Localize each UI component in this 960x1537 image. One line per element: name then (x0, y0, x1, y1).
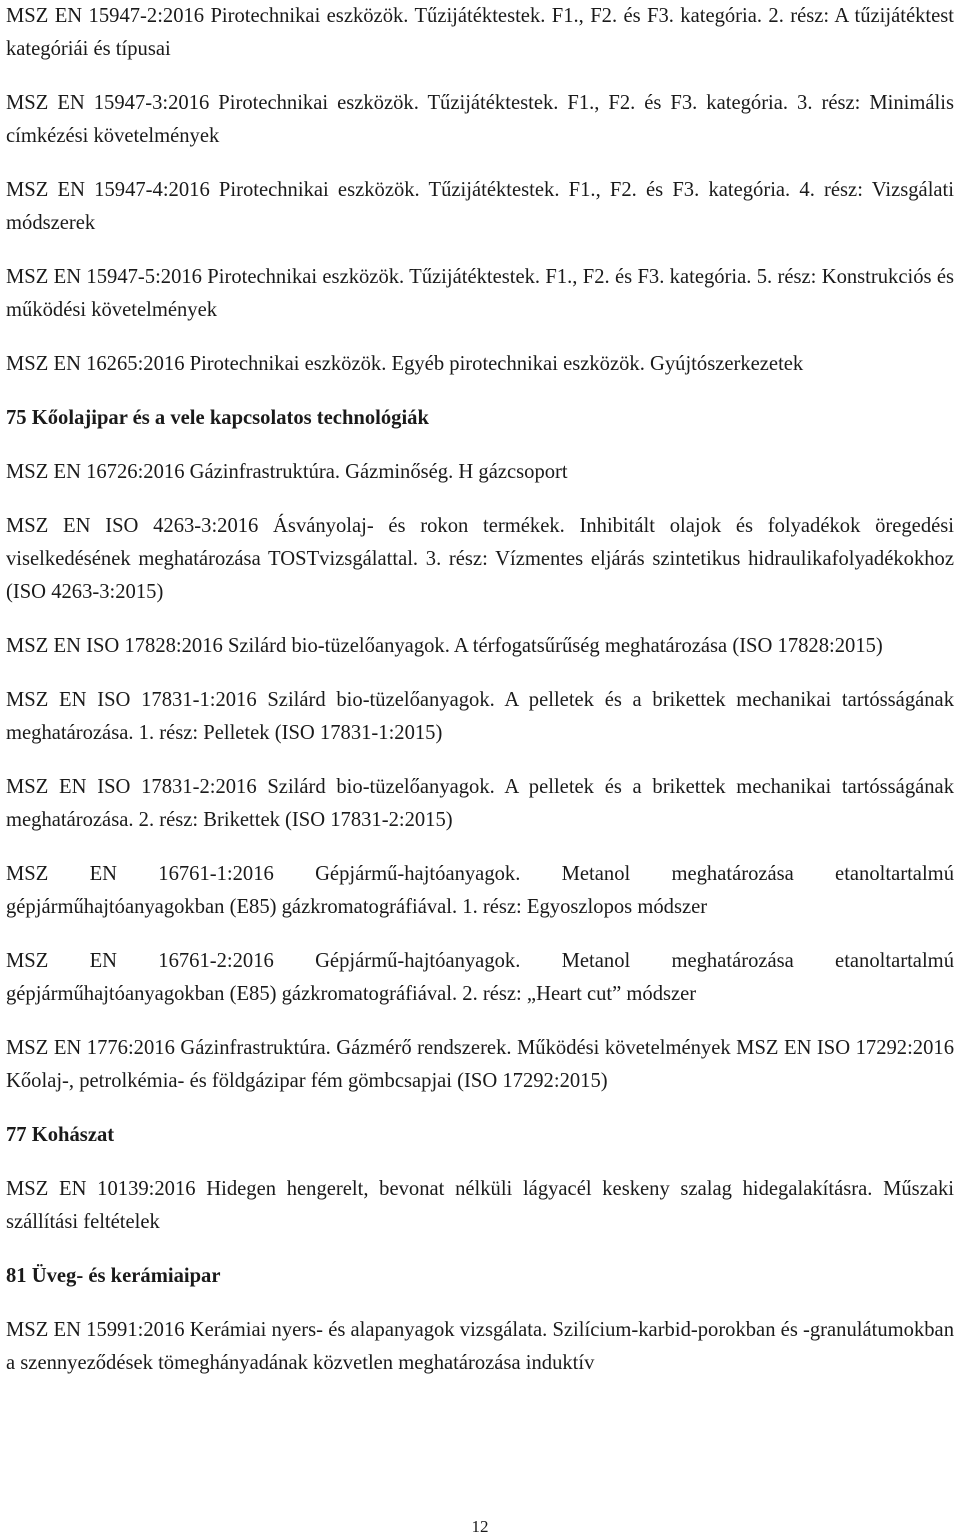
standard-entry: MSZ EN 16761-2:2016 Gépjármű-hajtóanyagok. Metanol meghatározása etanoltartalmú gépjárműhajtóanyagokban (E85) gázkromatográfiával. 2. rész: „Heart cut” módszer (6, 950, 954, 1005)
standard-entry: MSZ EN 15947-4:2016 Pirotechnikai eszközök. Tűzijátéktestek. F1., F2. és F3. kategória. 4. rész: Vizsgálati módszerek (6, 179, 954, 234)
standard-entry: MSZ EN 15947-2:2016 Pirotechnikai eszközök. Tűzijátéktestek. F1., F2. és F3. kategória. 2. rész: A tűzijátéktest kategóriái és típusai (6, 5, 954, 60)
page-number: 12 (471, 1517, 489, 1536)
standard-entry: MSZ EN ISO 17831-1:2016 Szilárd bio-tüzelőanyagok. A pelletek és a brikettek mechanikai tartósságának meghatározása. 1. rész: Pelletek (ISO 17831-1:2015) (6, 689, 954, 744)
standard-entry: MSZ EN 15991:2016 Kerámiai nyers- és alapanyagok vizsgálata. Szilícium-karbid-porokban és -granulátumokban a szennyeződések tömeghányadának közvetlen meghatározása induktív (6, 1319, 954, 1374)
section-heading: 77 Kohászat (6, 1124, 115, 1146)
standard-entry: MSZ EN 16726:2016 Gázinfrastruktúra. Gázminőség. H gázcsoport (6, 461, 568, 483)
standard-entry: MSZ EN 16761-1:2016 Gépjármű-hajtóanyagok. Metanol meghatározása etanoltartalmú gépjárműhajtóanyagokban (E85) gázkromatográfiával. 1. rész: Egyoszlopos módszer (6, 863, 954, 918)
standard-entry: MSZ EN 16265:2016 Pirotechnikai eszközök. Egyéb pirotechnikai eszközök. Gyújtószerkezetek (6, 353, 804, 375)
standard-entry: MSZ EN 15947-5:2016 Pirotechnikai eszközök. Tűzijátéktestek. F1., F2. és F3. kategória. 5. rész: Konstrukciós és működési követelmények (6, 266, 954, 321)
standard-entry: MSZ EN ISO 4263-3:2016 Ásványolaj- és rokon termékek. Inhibitált olajok és folyadékok öregedési viselkedésének meghatározása TOSTvizsgálattal. 3. rész: Vízmentes eljárás szintetikus hidraulikafolyadékokhoz (ISO 4263-3:2015) (6, 515, 954, 603)
section-heading: 75 Kőolajipar és a vele kapcsolatos technológiák (6, 407, 429, 429)
standard-entry: MSZ EN 15947-3:2016 Pirotechnikai eszközök. Tűzijátéktestek. F1., F2. és F3. kategória. 3. rész: Minimális címkézési követelmények (6, 92, 954, 147)
standard-entry: MSZ EN 1776:2016 Gázinfrastruktúra. Gázmérő rendszerek. Működési követelmények MSZ EN ISO 17292:2016 Kőolaj-, petrolkémia- és földgázipar fém gömbcsapjai (ISO 17292:2015) (6, 1037, 954, 1092)
standard-entry: MSZ EN ISO 17828:2016 Szilárd bio-tüzelőanyagok. A térfogatsűrűség meghatározása (ISO 17828:2015) (6, 635, 883, 657)
standard-entry: MSZ EN 10139:2016 Hidegen hengerelt, bevonat nélküli lágyacél keskeny szalag hidegalakításra. Műszaki szállítási feltételek (6, 1178, 954, 1233)
document-page (6, 0, 954, 1380)
section-heading: 81 Üveg- és kerámiaipar (6, 1265, 221, 1287)
standard-entry: MSZ EN ISO 17831-2:2016 Szilárd bio-tüzelőanyagok. A pelletek és a brikettek mechanikai tartósságának meghatározása. 2. rész: Brikettek (ISO 17831-2:2015) (6, 776, 954, 831)
